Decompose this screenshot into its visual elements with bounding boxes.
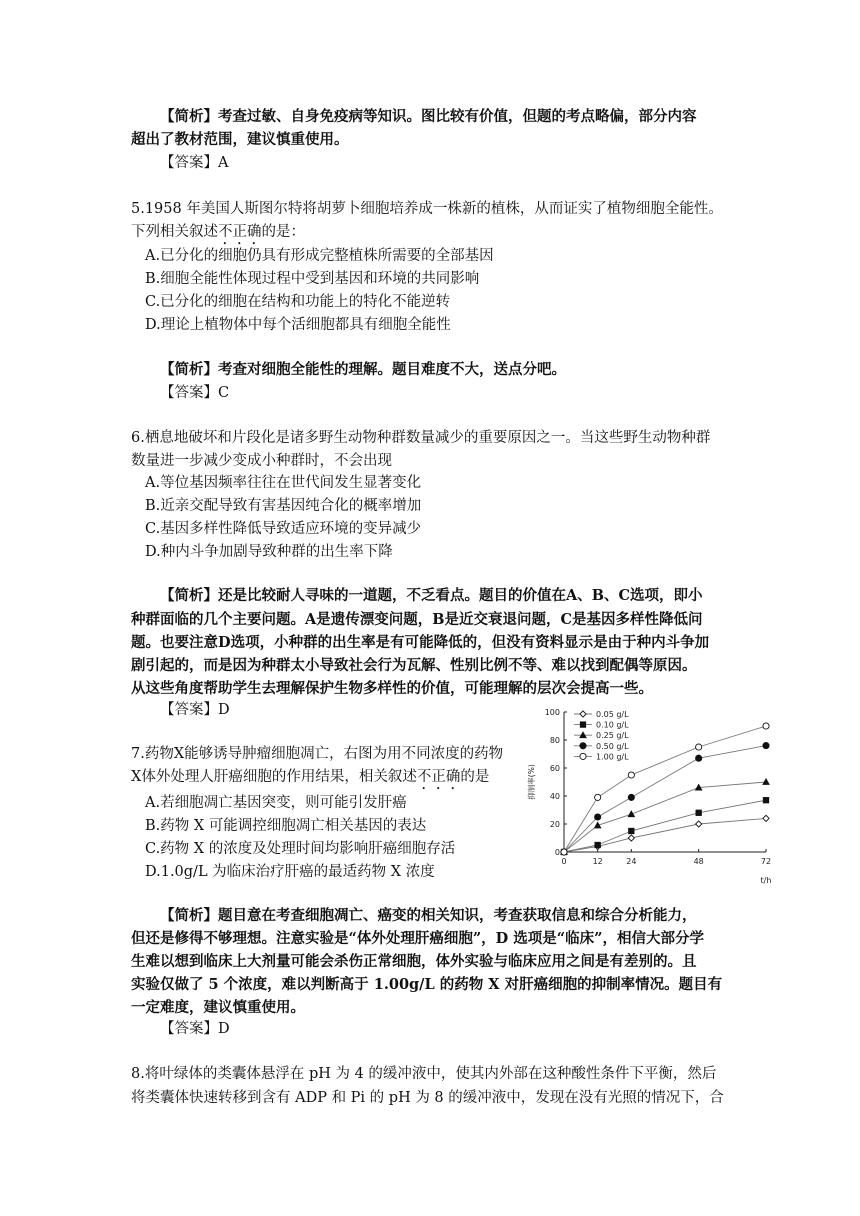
q4-answer-label: 【答案】 [160,155,218,171]
data-point [595,842,600,847]
y-tick-label: 20 [549,820,560,829]
series-line [564,746,766,852]
q6-answer-value: D [218,702,230,718]
q7-answer-value: D [218,1021,230,1037]
data-point [595,814,601,820]
q7-analysis-line-2: 但还是修得不够理想。注意实验是“体外处理肝癌细胞”，D 选项是“临床”，相信大部分学 [131,930,704,947]
x-axis-label: t/h [760,876,772,885]
q5-answer-value: C [218,385,230,401]
q7-analysis-line-4: 实验仅做了 5 个浓度，难以判断高于 1.00g/L 的药物 X 对肝癌细胞的抑制率情况。题目有 [131,976,723,993]
series-line [564,726,766,852]
q7-stem-pre: X体外处理人肝癌细胞的作用结果，相关叙述 [131,769,417,785]
y-tick-label: 60 [549,764,560,773]
q6-analysis-line-4: 剧引起的，而是因为种群太小导致社会行为瓦解、性别比例不等、难以找到配偶等原因。 [131,657,697,674]
data-point [628,835,634,841]
q5-option-b: B.细胞全能性体现过程中受到基因和环境的共同影响 [145,271,480,287]
q7-analysis-line-5: 一定难度，建议慎重使用。 [131,999,305,1016]
q5-stem-line-1: 5.1958 年美国人斯图尔特将胡萝卜细胞培养成一株新的植株，从而证实了植物细胞全能性。 [131,201,723,217]
q4-answer-value: A [218,155,229,171]
q7-stem-line-2 [131,766,489,793]
q6-option-b: B.近亲交配导致有害基因纯合化的概率增加 [145,498,422,514]
q6-analysis-text-1: 还是比较耐人寻味的一道题，不乏看点。题目的价值在A、B、C选项，即小 [218,587,703,604]
q6-option-c: C.基因多样性降低导致适应环境的变异减少 [145,521,422,537]
data-point [561,849,567,855]
q6-analysis-label: 【简析】 [160,587,218,604]
legend-entry: 0.10 g/L [596,720,629,730]
q7-analysis-line-3: 生难以想到临床上大剂量可能会杀伤正常细胞，体外实验与临床应用之间是有差别的。且 [131,953,697,970]
q6-analysis-line-3: 题。也要注意D选项，小种群的出生率是有可能降低的，但没有资料显示是由于种内斗争加 [131,634,710,651]
data-point [763,798,768,803]
y-tick-label: 100 [544,708,560,717]
q8-stem-line-1: 8.将叶绿体的类囊体悬浮在 pH 为 4 的缓冲液中，使其内外部在这种酸性条件下平衡，然后 [131,1066,717,1082]
q5-option-a: A.已分化的细胞仍具有形成完整植株所需要的全部基因 [145,248,494,264]
q6-analysis-line-5: 从这些角度帮助学生去理解保护生物多样性的价值，可能理解的层次会提高一些。 [131,680,653,697]
x-tick-label: 12 [592,857,603,866]
y-tick-label: 40 [549,792,560,801]
q7-option-a: A.若细胞凋亡基因突变，则可能引发肝癌 [145,795,407,811]
q4-analysis-line-2: 超出了教材范围，建议慎重使用。 [131,131,349,148]
legend-entry: 0.05 g/L [596,710,629,719]
q5-analysis [160,359,566,381]
y-tick-label: 80 [549,736,560,745]
series-line [564,800,766,852]
x-tick-label: 72 [760,857,772,866]
data-point [763,779,769,785]
series-line [564,818,766,852]
q7-stem-post: 的是 [460,769,490,785]
x-tick-label: 24 [626,857,637,866]
q4-analysis-text-1: 考查过敏、自身免疫病等知识。图比较有价值，但题的考点略偏，部分内容 [218,108,697,125]
q6-stem-line-2: 数量进一步减少变成小种群时，不会出现 [131,453,392,469]
data-point [696,755,702,761]
q6-option-a: A.等位基因频率往往在世代间发生显著变化 [145,475,422,491]
q5-stem-post: 的是： [261,224,305,240]
data-point [763,815,769,821]
q7-option-b: B.药物 X 可能调控细胞凋亡相关基因的表达 [145,818,427,834]
legend-entry: 0.25 g/L [596,731,629,741]
data-point [696,744,702,750]
q5-stem-line-2 [131,221,305,248]
q6-analysis-line-2: 种群面临的几个主要问题。A是遗传漂变问题，B是近交衰退问题，C是基因多样性降低问 [131,611,703,628]
q7-analysis-label: 【简析】 [160,907,218,924]
q5-analysis-label: 【简析】 [160,361,218,378]
q7-inhibition-line-chart [520,702,780,892]
data-point [595,794,601,800]
data-point [763,723,769,729]
q6-answer [160,699,230,721]
data-point [696,821,702,827]
legend-entry: 1.00 g/L [596,752,629,762]
data-point [696,810,701,815]
y-axis-label: 抑制率(%) [527,764,536,800]
legend-marker [580,722,585,727]
q4-analysis-line-1 [160,106,697,128]
q5-stem-pre: 下列相关叙述 [131,224,218,240]
data-point [629,828,634,833]
q5-option-c: C.已分化的细胞在结构和功能上的特化不能逆转 [145,294,451,310]
q5-answer-label: 【答案】 [160,385,218,401]
legend-marker [580,743,586,749]
legend-entry: 0.50 g/L [596,741,629,751]
q7-stem-emphasis: 不正确 [416,769,461,785]
q6-analysis-line-1 [160,585,703,607]
x-tick-label: 48 [693,857,704,866]
q7-option-d: D.1.0g/L 为临床治疗肝癌的最适药物 X 浓度 [145,864,435,880]
data-point [763,743,769,749]
q5-stem-emphasis: 不正确 [218,224,262,240]
q5-answer [160,382,229,404]
q7-option-c: C.药物 X 的浓度及处理时间均影响肝癌细胞存活 [145,841,456,857]
q7-analysis-line-1 [160,905,697,927]
q7-analysis-text-1: 题目意在考查细胞凋亡、癌变的相关知识，考查获取信息和综合分析能力， [218,907,697,924]
q6-answer-label: 【答案】 [160,702,218,718]
q7-answer [160,1018,230,1040]
data-point [628,772,634,778]
q7-stem-line-1: 7.药物X能够诱导肿瘤细胞凋亡，右图为用不同浓度的药物 [131,746,504,762]
data-point [628,794,634,800]
q7-answer-label: 【答案】 [160,1021,218,1037]
data-point [628,811,634,817]
q4-analysis-label: 【简析】 [160,108,218,125]
q5-analysis-text: 考查对细胞全能性的理解。题目难度不大，送点分吧。 [218,361,566,378]
q8-stem-line-2: 将类囊体快速转移到含有 ADP 和 Pi 的 pH 为 8 的缓冲液中，发现在没有光照的情况下，合 [131,1090,724,1106]
q6-option-d: D.种内斗争加剧导致种群的出生率下降 [145,544,393,560]
q4-answer [160,152,228,174]
q6-stem-line-1: 6.栖息地破坏和片段化是诸多野生动物种群数量减少的重要原因之一。当这些野生动物种群 [131,430,711,446]
legend-marker [580,711,586,717]
q5-option-d: D.理论上植物体中每个活细胞都具有细胞全能性 [145,317,451,333]
x-tick-label: 0 [561,857,567,866]
y-tick-label: 0 [554,848,560,857]
legend-marker [580,753,586,759]
